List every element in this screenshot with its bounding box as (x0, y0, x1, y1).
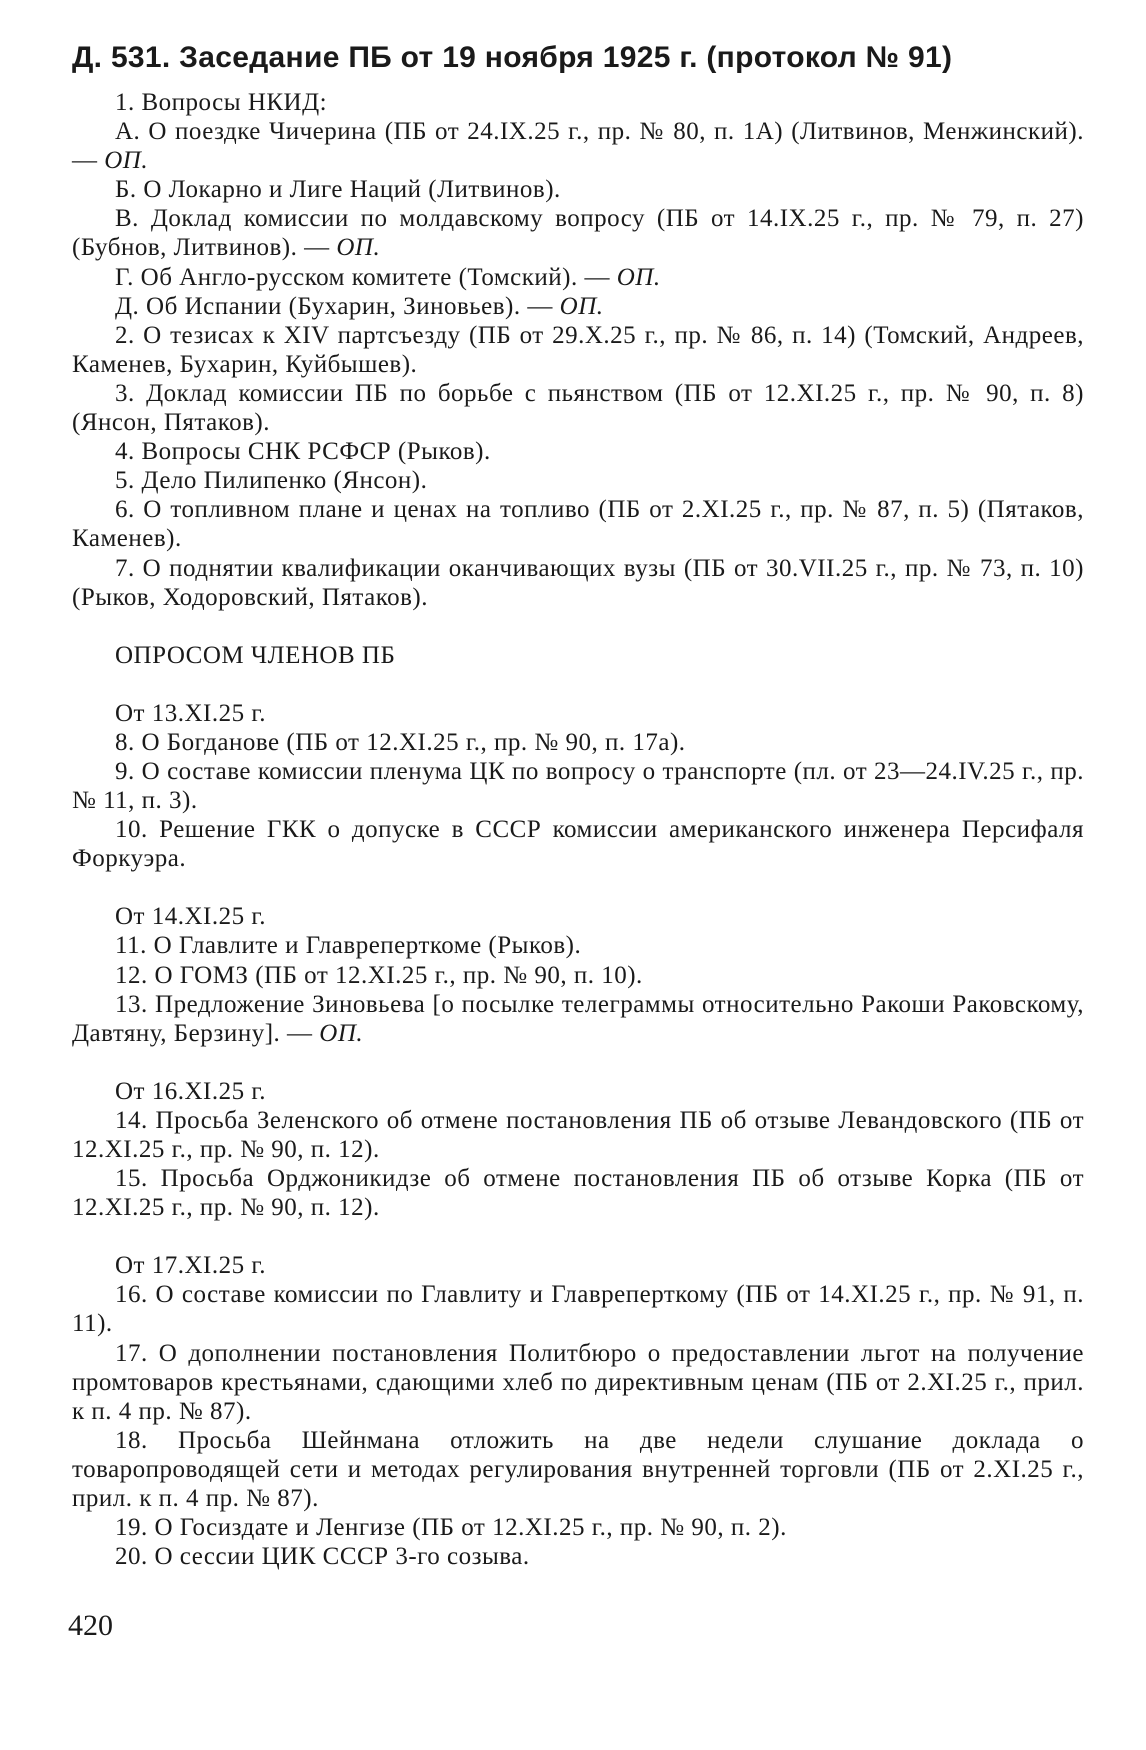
agenda-item-3: 3. Доклад комиссии ПБ по борьбе с пьянством (ПБ от 12.XI.25 г., пр. № 90, п. 8) (Янсон, Пятаков). (72, 379, 1084, 437)
page-number: 420 (68, 1609, 113, 1642)
item-text: В. Доклад комиссии по молдавскому вопросу (ПБ от 14.IX.25 г., пр. № 79, п. 27) (Бубнов, Литвинов). — (72, 205, 1084, 262)
agenda-item-18: 18. Просьба Шейнмана отложить на две недели слушание доклада о товаропроводящей сети и методах регулирования внутренней торговли (ПБ от 2.XI.25 г., прил. к п. 4 пр. № 87). (72, 1426, 1084, 1513)
agenda-item-13 (72, 990, 1084, 1048)
agenda-item-9: 9. О составе комиссии пленума ЦК по вопросу о транспорте (пл. от 23—24.IV.25 г., пр. № 11, п. 3). (72, 757, 1084, 815)
agenda-body (72, 88, 1084, 1571)
agenda-item-1a (72, 117, 1084, 175)
item-text: Д. Об Испании (Бухарин, Зиновьев). — (115, 292, 553, 320)
spacer (72, 873, 1084, 902)
agenda-item-1b: Б. О Локарно и Лиге Наций (Литвинов). (115, 176, 561, 204)
agenda-item-14: 14. Просьба Зеленского об отмене постановления ПБ об отзыве Левандовского (ПБ от 12.XI.25 г., пр. № 90, п. 12). (72, 1106, 1084, 1163)
decision-mark: ОП. (336, 234, 381, 262)
spacer (72, 612, 1084, 641)
agenda-item-2: 2. О тезисах к XIV партсъезду (ПБ от 29.X.25 г., пр. № 86, п. 14) (Томский, Андреев, Каменев, Бухарин, Куйбышев). (72, 321, 1084, 378)
agenda-item-1d (72, 292, 1084, 321)
decision-mark: ОП. (319, 1019, 364, 1047)
spacer (72, 1222, 1084, 1251)
date-heading: От 16.XI.25 г. (115, 1077, 267, 1105)
agenda-item-1: 1. Вопросы НКИД: (115, 89, 328, 116)
decision-mark: ОП. (104, 147, 149, 175)
agenda-item-11: 11. О Главлите и Главреперткоме (Рыков). (115, 932, 582, 960)
agenda-item-10: 10. Решение ГКК о допуске в СССР комиссии американского инженера Персифаля Форкуэра. (72, 816, 1084, 873)
agenda-item-5: 5. Дело Пилипенко (Янсон). (115, 467, 428, 495)
item-text: Г. Об Англо-русском комитете (Томский). — (115, 263, 610, 291)
agenda-item-7: 7. О поднятии квалификации оканчивающих вузы (ПБ от 30.VII.25 г., пр. № 73, п. 10) (Рыков, Ходоровский, Пятаков). (72, 554, 1084, 611)
agenda-item-20: 20. О сессии ЦИК СССР 3-го созыва. (115, 1543, 530, 1571)
agenda-item-1v (72, 204, 1084, 262)
decision-mark: ОП. (616, 263, 661, 291)
agenda-item-15: 15. Просьба Орджоникидзе об отмене постановления ПБ об отзыве Корка (ПБ от 12.XI.25 г., пр. № 90, п. 12). (72, 1165, 1084, 1222)
agenda-item-8: 8. О Богданове (ПБ от 12.XI.25 г., пр. № 90, п. 17а). (115, 728, 686, 756)
opros-heading: ОПРОСОМ ЧЛЕНОВ ПБ (115, 641, 396, 669)
agenda-item-12: 12. О ГОМЗ (ПБ от 12.XI.25 г., пр. № 90, п. 10). (115, 961, 643, 989)
date-heading: От 17.XI.25 г. (115, 1252, 267, 1280)
date-heading: От 14.XI.25 г. (115, 903, 267, 931)
agenda-item-1g (72, 263, 1084, 292)
agenda-item-6: 6. О топливном плане и ценах на топливо (ПБ от 2.XI.25 г., пр. № 87, п. 5) (Пятаков, Каменев). (72, 496, 1084, 553)
agenda-item-16: 16. О составе комиссии по Главлиту и Главреперткому (ПБ от 14.XI.25 г., пр. № 91, п. 11). (72, 1281, 1084, 1338)
document-title: Д. 531. Заседание ПБ от 19 ноября 1925 г. (протокол № 91) (72, 41, 953, 74)
agenda-item-17: 17. О дополнении постановления Политбюро о предоставлении льгот на получение промтоваров крестьянами, сдающими хлеб по директивным ценам (ПБ от 2.XI.25 г., прил. к п. 4 пр. № 87). (72, 1339, 1084, 1425)
agenda-item-4: 4. Вопросы СНК РСФСР (Рыков). (115, 438, 491, 466)
decision-mark: ОП. (559, 292, 604, 320)
item-text: 13. Предложение Зиновьева [о посылке телеграммы относительно Ракоши Раковскому, Давтяну, Берзину]. — (72, 990, 1084, 1047)
item-text: А. О поездке Чичерина (ПБ от 24.IX.25 г., пр. № 80, п. 1А) (Литвинов, Менжинский). — (72, 118, 1084, 175)
spacer (72, 1048, 1084, 1077)
date-heading: От 13.XI.25 г. (115, 699, 267, 727)
agenda-item-19: 19. О Госиздате и Ленгизе (ПБ от 12.XI.25 г., пр. № 90, п. 2). (115, 1514, 787, 1542)
spacer (72, 670, 1084, 699)
